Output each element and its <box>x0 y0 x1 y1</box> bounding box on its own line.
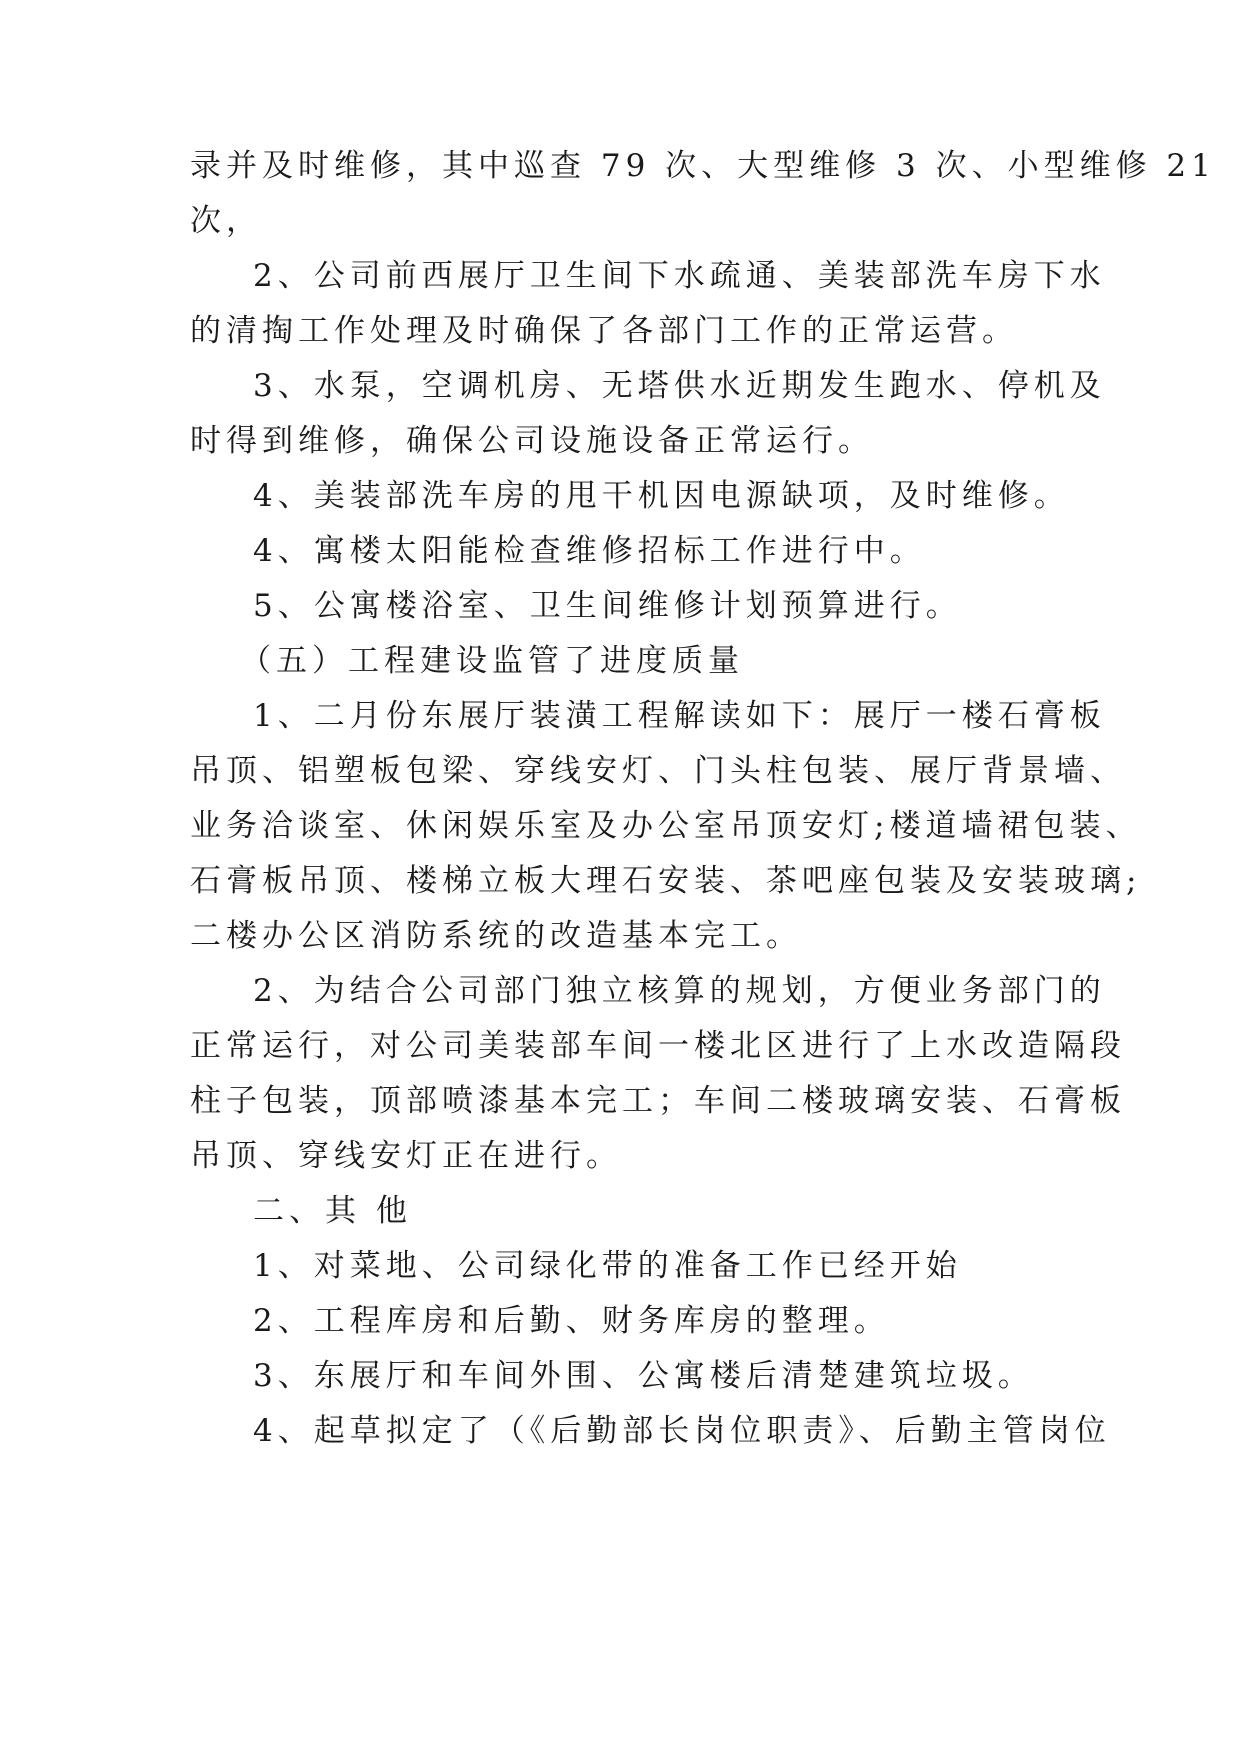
text-line-24: 4、起草拟定了（《后勤部长岗位职责》、后勤主管岗位 <box>253 1413 1111 1449</box>
text-line-4: 的清掏工作处理及时确保了各部门工作的正常运营。 <box>190 313 1018 349</box>
text-line-5: 3、水泵，空调机房、无塔供水近期发生跑水、停机及 <box>253 368 1106 404</box>
text-line-22: 2、工程库房和后勤、财务库房的整理。 <box>253 1303 890 1339</box>
text-line-2: 次， <box>190 203 262 239</box>
section-heading-5: （五）工程建设监管了进度质量 <box>240 643 744 679</box>
text-line-1: 录并及时维修，其中巡查 79 次、大型维修 3 次、小型维修 21 <box>190 148 1216 184</box>
text-line-9: 5、公寓楼浴室、卫生间维修计划预算进行。 <box>253 588 962 624</box>
text-line-14: 石膏板吊顶、楼梯立板大理石安装、茶吧座包装及安装玻璃; <box>190 863 1142 899</box>
text-line-15: 二楼办公区消防系统的改造基本完工。 <box>190 918 802 954</box>
text-line-19: 吊顶、穿线安灯正在进行。 <box>190 1138 622 1174</box>
text-line-21: 1、对菜地、公司绿化带的准备工作已经开始 <box>253 1248 962 1284</box>
text-line-16: 2、为结合公司部门独立核算的规划，方便业务部门的 <box>253 973 1106 1009</box>
text-line-8: 4、寓楼太阳能检查维修招标工作进行中。 <box>253 533 926 569</box>
text-line-11: 1、二月份东展厅装潢工程解读如下：展厅一楼石膏板 <box>253 698 1106 734</box>
text-line-6: 时得到维修，确保公司设施设备正常运行。 <box>190 423 874 459</box>
text-line-7: 4、美装部洗车房的甩干机因电源缺项，及时维修。 <box>253 478 1070 514</box>
section-heading-other: 二、其 他 <box>253 1193 412 1229</box>
text-line-23: 3、东展厅和车间外围、公寓楼后清楚建筑垃圾。 <box>253 1358 1034 1394</box>
text-line-17: 正常运行，对公司美装部车间一楼北区进行了上水改造隔段 <box>190 1028 1126 1064</box>
text-line-18: 柱子包装，顶部喷漆基本完工；车间二楼玻璃安装、石膏板 <box>190 1083 1126 1119</box>
text-line-12: 吊顶、铝塑板包梁、穿线安灯、门头柱包装、展厅背景墙、 <box>190 753 1126 789</box>
text-line-3: 2、公司前西展厅卫生间下水疏通、美装部洗车房下水 <box>253 258 1106 294</box>
text-line-13: 业务洽谈室、休闲娱乐室及办公室吊顶安灯;楼道墙裙包装、 <box>190 808 1142 844</box>
